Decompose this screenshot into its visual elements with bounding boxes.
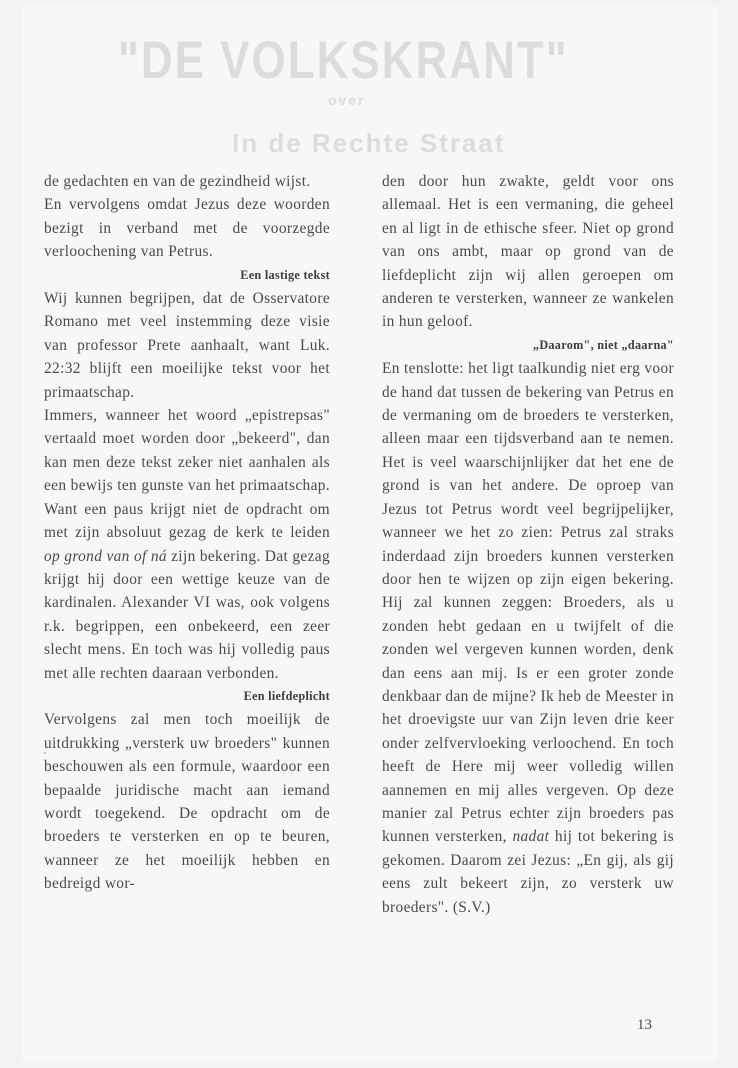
page-number: 13 (637, 1017, 652, 1033)
left-paragraph-4-text-a: Immers, wanneer het woord „epistrepsas" vertaald moet worden door „bekeerd", dan kan men deze tekst zeker niet aanhalen als een bewijs ten gunste van het primaatschap. Want een paus krijgt niet de opdracht om met zijn absoluut gezag de kerk te leiden (44, 407, 330, 542)
left-paragraph-3: Wij kunnen begrijpen, dat de Osservatore Romano met veel instemming deze visie van professor Prete aanhaalt, want Luk. 22:32 blijft een moeilijke tekst voor het primaatschap. (44, 290, 330, 401)
right-paragraph-2-text-b: hij tot bekering is gekomen. Daarom zei Jezus: „En gij, als gij eens zult bekeert zijn, zo versterk uw broeders". (S.V.) (382, 828, 674, 916)
left-paragraph-4-italic: op grond van of ná (44, 547, 167, 565)
bleed-through-heading: In de Rechte Straat (232, 128, 506, 158)
left-column (44, 170, 330, 896)
right-paragraph-1: den door hun zwakte, geldt voor ons allemaal. Het is een vermaning, die geheel en al ligt in de ethische sfeer. Niet op grond van ons ambt, maar op grond van de liefdeplicht zijn wij allen geroepen om anderen te versterken, wanneer ze wankelen in hun geloof. (382, 173, 674, 331)
left-paragraph-1: de gedachten en van de gezindheid wijst. (44, 173, 311, 190)
right-paragraph-2 (382, 357, 674, 919)
left-paragraph-4 (44, 404, 330, 685)
bleed-through-subtitle: over (328, 92, 366, 108)
right-paragraph-2-italic: nadat (512, 828, 550, 846)
left-paragraph-4-text-b: zijn bekering. Dat gezag krijgt hij door een wettige keuze van de kardinalen. Alexander VI was, ook volgens r.k. begrippen, een onbekeerd, een zeer slecht mens. En toch was hij volledig paus met alle rechten daaraan verbonden. (44, 547, 330, 682)
left-paragraph-2: En vervolgens omdat Jezus deze woorden bezigt in verband met de voorzegde verloochening van Petrus. (44, 196, 330, 261)
left-paragraph-5: Vervolgens zal men toch moeilijk de uitdrukking „versterk uw broeders" kunnen beschouwen als een formule, waardoor een bepaalde juridische macht aan iemand wordt toegekend. De opdracht om de broeders te versterken en op te beuren, wanneer ze het moeilijk hebben en bedreigd wor- (44, 711, 330, 893)
right-paragraph-2-text-a: En tenslotte: het ligt taalkundig niet erg voor de hand dat tussen de bekering van Petrus en de vermaning om de broeders te versterken, alleen maar een tijdsverband aan te nemen. Het is veel waarschijnlijker dat het ene de grond is van het andere. De oproep van Jezus tot Petrus wordt veel begrijpelijker, wanneer we het zo zien: Petrus zal straks inderdaad zijn broeders kunnen versterken door hen te wijzen op zijn eigen bekering. Hij zal kunnen zeggen: Broeders, als u zonden hebt gedaan en u twijfelt of die zonden wel vergeven kunnen worden, denk dan eens aan mij. Is er een groter zonde denkbaar dan de mijne? Ik heb de Meester in het droevigste uur van Zijn leven drie keer onder zelfvervloeking verloochend. En toch heeft de Here mij weer volledig willen aannemen en mij alles vergeven. Op deze manier zal Petrus echter zijn broeders pas kunnen versterken, (382, 360, 674, 846)
right-column (382, 170, 674, 919)
bleed-through-title: "DE VOLKSKRANT" (118, 30, 569, 90)
section-heading-daarom-niet-daarna: „Daarom", niet „daarna" (532, 337, 674, 352)
margin-mark (44, 752, 46, 754)
section-heading-liefdeplicht: Een liefdeplicht (243, 688, 330, 703)
section-heading-lastige-tekst: Een lastige tekst (240, 267, 330, 282)
